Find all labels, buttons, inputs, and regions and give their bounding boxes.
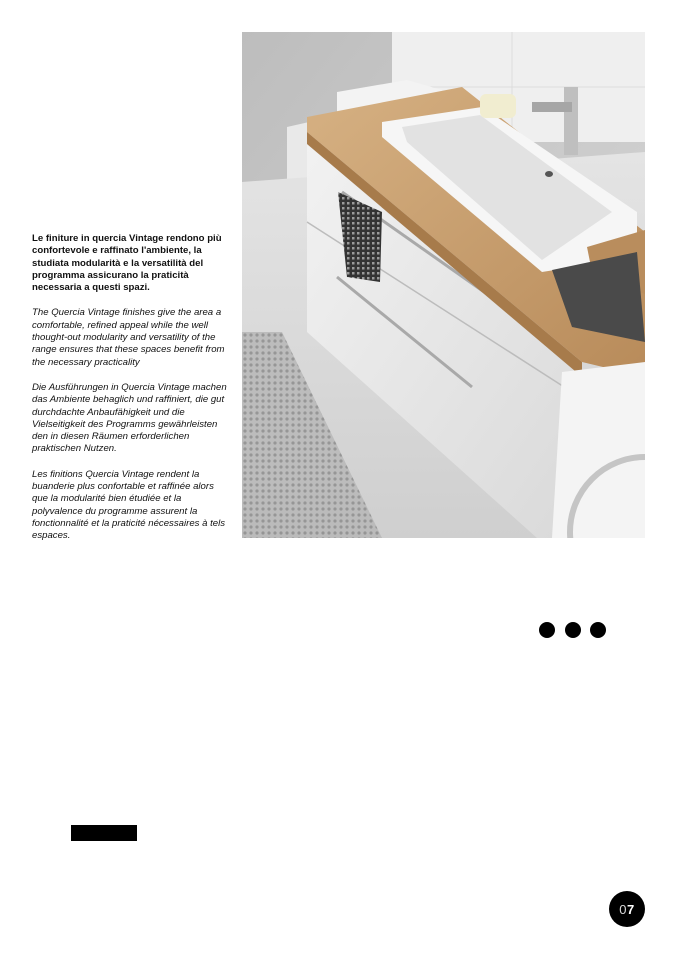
product-photo-laundry-sink [242, 32, 645, 538]
paragraph-italian: Le finiture in quercia Vintage rendono più confortevole e raffinato l'ambiente, la studiata modularità e la versatilità del programma assicurano la praticità necessaria a questi spazi. [32, 233, 222, 294]
paragraph-german: Die Ausführungen in Quercia Vintage machen das Ambiente behaglich und raffiniert, die gut durchdachte Anbaufähigkeit und die Vielseitigkeit des Programms gewährleisten den in diesen Räumen erforderlichen praktischen Nutzen. [32, 381, 227, 455]
decorative-black-bar [71, 825, 137, 841]
paragraph-english: The Quercia Vintage finishes give the area a comfortable, refined appeal while the well thought-out modularity and versatility of the range ensures that these spaces benefit from the necessary practicality [32, 307, 225, 368]
dot-icon [539, 622, 555, 638]
dot-icon [590, 622, 606, 638]
page-number-digit: 7 [627, 901, 635, 917]
dot-icon [565, 622, 581, 638]
page-number-badge [609, 891, 645, 927]
description-text-column [32, 233, 232, 556]
page-number-prefix: 0 [619, 901, 627, 917]
paragraph-french: Les finitions Quercia Vintage rendent la buanderie plus confortable et raffinée alors que la modularité bien étudiée et la polyvalence du programme assurent la fonctionnalité et la praticité nécessaires à tels espaces. [32, 468, 226, 542]
